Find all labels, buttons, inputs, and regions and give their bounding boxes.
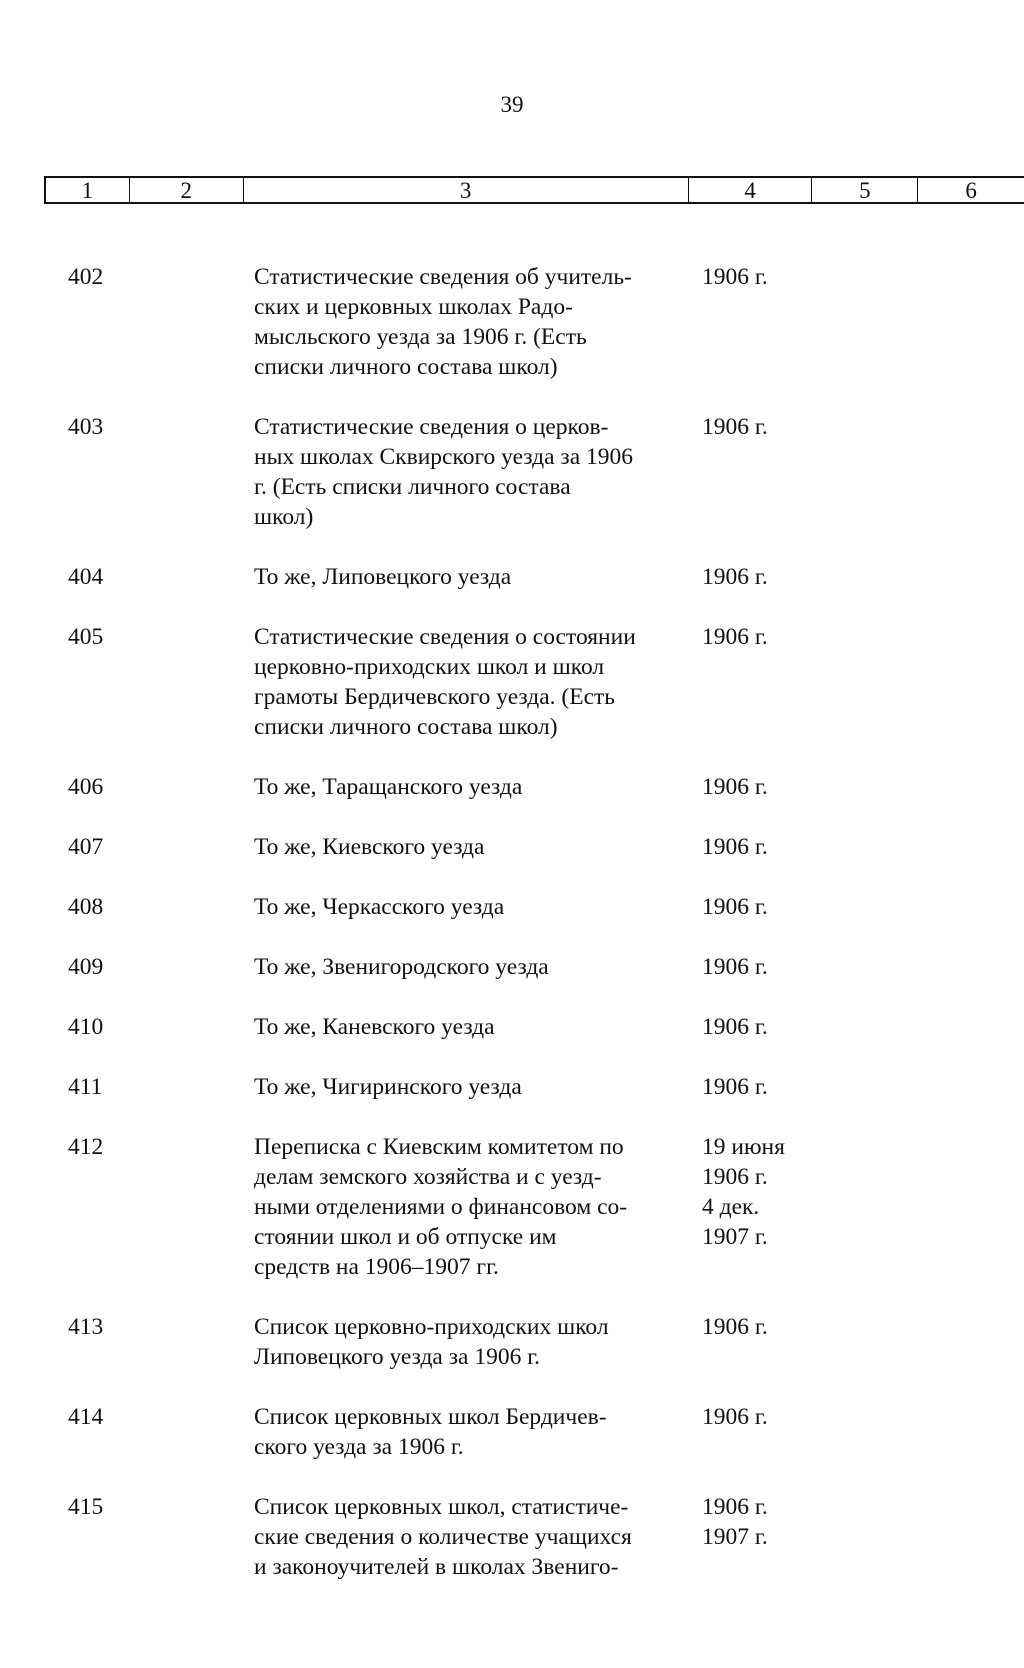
entry-dates xyxy=(700,1132,842,1282)
entry-date: 1906 г. xyxy=(702,1494,768,1520)
entry-title xyxy=(254,622,700,742)
column-number-header xyxy=(44,176,1024,204)
entry-number: 415 xyxy=(68,1494,104,1520)
entry-title-line: Список церковных школ, статистиче- xyxy=(254,1494,629,1520)
entry-date: 19 июня xyxy=(702,1134,785,1160)
entry-date: 1906 г. xyxy=(702,1014,768,1040)
column-header-6: 6 xyxy=(965,178,977,203)
entry-title xyxy=(254,1402,700,1462)
entry-title-line: списки личного состава школ) xyxy=(254,354,558,380)
entry-number: 412 xyxy=(68,1134,104,1160)
entry-title xyxy=(254,262,700,382)
entry-date: 1906 г. xyxy=(702,774,768,800)
inventory-entry xyxy=(0,262,1024,382)
entry-title-line: То же, Киевского уезда xyxy=(254,834,485,860)
entry-title-line: ского уезда за 1906 г. xyxy=(254,1434,464,1460)
inventory-entries xyxy=(0,262,1024,1612)
entry-title-line: школ) xyxy=(254,504,314,530)
entry-title-line: То же, Звенигородского уезда xyxy=(254,954,549,980)
entry-title-line: грамоты Бердичевского уезда. (Есть xyxy=(254,684,616,710)
entry-number: 408 xyxy=(68,894,104,920)
entry-title-line: То же, Черкасского уезда xyxy=(254,894,505,920)
entry-number: 402 xyxy=(68,264,104,290)
entry-dates xyxy=(700,1492,842,1582)
entry-date: 4 дек. xyxy=(702,1194,760,1220)
entry-title-line: То же, Чигиринского уезда xyxy=(254,1074,522,1100)
inventory-entry xyxy=(0,1492,1024,1582)
entry-title-line: мысльского уезда за 1906 г. (Есть xyxy=(254,324,587,350)
entry-number: 403 xyxy=(68,414,104,440)
inventory-entry xyxy=(0,892,1024,922)
entry-title-line: Список церковно-приходских школ xyxy=(254,1314,609,1340)
entry-title xyxy=(254,832,700,862)
column-header-1: 1 xyxy=(46,178,130,202)
entry-title-line: Липовецкого уезда за 1906 г. xyxy=(254,1344,541,1370)
inventory-entry xyxy=(0,952,1024,982)
column-header-4: 4 xyxy=(689,178,813,202)
entry-date: 1906 г. xyxy=(702,264,768,290)
entry-title-line: и законоучителей в школах Звениго- xyxy=(254,1554,619,1580)
entry-title-line: То же, Липовецкого уезда xyxy=(254,564,512,590)
entry-title-line: ных школах Сквирского уезда за 1906 xyxy=(254,444,633,470)
entry-title-line: То же, Каневского уезда xyxy=(254,1014,495,1040)
entry-title-line: То же, Таращанского уезда xyxy=(254,774,523,800)
entry-title xyxy=(254,1132,700,1282)
entry-date: 1906 г. xyxy=(702,1404,768,1430)
entry-number: 413 xyxy=(68,1314,104,1340)
entry-number: 409 xyxy=(68,954,104,980)
entry-date: 1906 г. xyxy=(702,414,768,440)
entry-number: 406 xyxy=(68,774,104,800)
entry-title xyxy=(254,892,700,922)
inventory-entry xyxy=(0,412,1024,532)
entry-dates xyxy=(700,1402,842,1462)
entry-title-line: ские сведения о количестве учащихся xyxy=(254,1524,632,1550)
entry-title-line: средств на 1906–1907 гг. xyxy=(254,1254,499,1280)
entry-number: 407 xyxy=(68,834,104,860)
entry-dates xyxy=(700,1072,842,1102)
entry-title xyxy=(254,412,700,532)
entry-title-line: г. (Есть списки личного состава xyxy=(254,474,571,500)
entry-dates xyxy=(700,1312,842,1372)
inventory-entry xyxy=(0,1312,1024,1372)
column-header-5: 5 xyxy=(812,178,918,202)
inventory-entry xyxy=(0,1132,1024,1282)
entry-date: 1906 г. xyxy=(702,894,768,920)
entry-date: 1906 г. xyxy=(702,1164,768,1190)
column-header-2: 2 xyxy=(130,178,244,202)
entry-title xyxy=(254,562,700,592)
entry-title xyxy=(254,772,700,802)
entry-title xyxy=(254,1312,700,1372)
entry-dates xyxy=(700,772,842,802)
entry-dates xyxy=(700,262,842,382)
entry-title-line: Переписка с Киевским комитетом по xyxy=(254,1134,624,1160)
entry-title-line: делам земского хозяйства и с уезд- xyxy=(254,1164,602,1190)
entry-title-line: Список церковных школ Бердичев- xyxy=(254,1404,607,1430)
inventory-entry xyxy=(0,1012,1024,1042)
page-number: 39 xyxy=(500,92,524,117)
entry-dates xyxy=(700,622,842,742)
inventory-entry xyxy=(0,1402,1024,1462)
entry-title xyxy=(254,1072,700,1102)
entry-date: 1907 г. xyxy=(702,1224,768,1250)
entry-dates xyxy=(700,832,842,862)
inventory-entry xyxy=(0,1072,1024,1102)
entry-title-line: списки личного состава школ) xyxy=(254,714,558,740)
entry-date: 1906 г. xyxy=(702,954,768,980)
entry-title-line: церковно-приходских школ и школ xyxy=(254,654,605,680)
entry-dates xyxy=(700,412,842,532)
entry-date: 1906 г. xyxy=(702,624,768,650)
entry-title-line: Статистические сведения о церков- xyxy=(254,414,609,440)
entry-number: 410 xyxy=(68,1014,104,1040)
entry-dates xyxy=(700,562,842,592)
inventory-entry xyxy=(0,772,1024,802)
entry-number: 414 xyxy=(68,1404,104,1430)
entry-title-line: стоянии школ и об отпуске им xyxy=(254,1224,557,1250)
entry-date: 1906 г. xyxy=(702,564,768,590)
entry-date: 1906 г. xyxy=(702,1074,768,1100)
entry-number: 411 xyxy=(68,1074,103,1100)
entry-date: 1906 г. xyxy=(702,834,768,860)
entry-dates xyxy=(700,952,842,982)
entry-date: 1906 г. xyxy=(702,1314,768,1340)
inventory-entry xyxy=(0,622,1024,742)
entry-dates xyxy=(700,892,842,922)
column-header-3: 3 xyxy=(244,178,689,202)
inventory-entry xyxy=(0,832,1024,862)
entry-title-line: Статистические сведения об учитель- xyxy=(254,264,632,290)
entry-number: 405 xyxy=(68,624,104,650)
entry-title-line: Статистические сведения о состоянии xyxy=(254,624,636,650)
inventory-entry xyxy=(0,562,1024,592)
entry-date: 1907 г. xyxy=(702,1524,768,1550)
entry-title-line: ских и церковных школах Радо- xyxy=(254,294,573,320)
entry-number: 404 xyxy=(68,564,104,590)
entry-title-line: ными отделениями о финансовом со- xyxy=(254,1194,628,1220)
entry-title xyxy=(254,1012,700,1042)
entry-title xyxy=(254,952,700,982)
entry-dates xyxy=(700,1012,842,1042)
entry-title xyxy=(254,1492,700,1582)
